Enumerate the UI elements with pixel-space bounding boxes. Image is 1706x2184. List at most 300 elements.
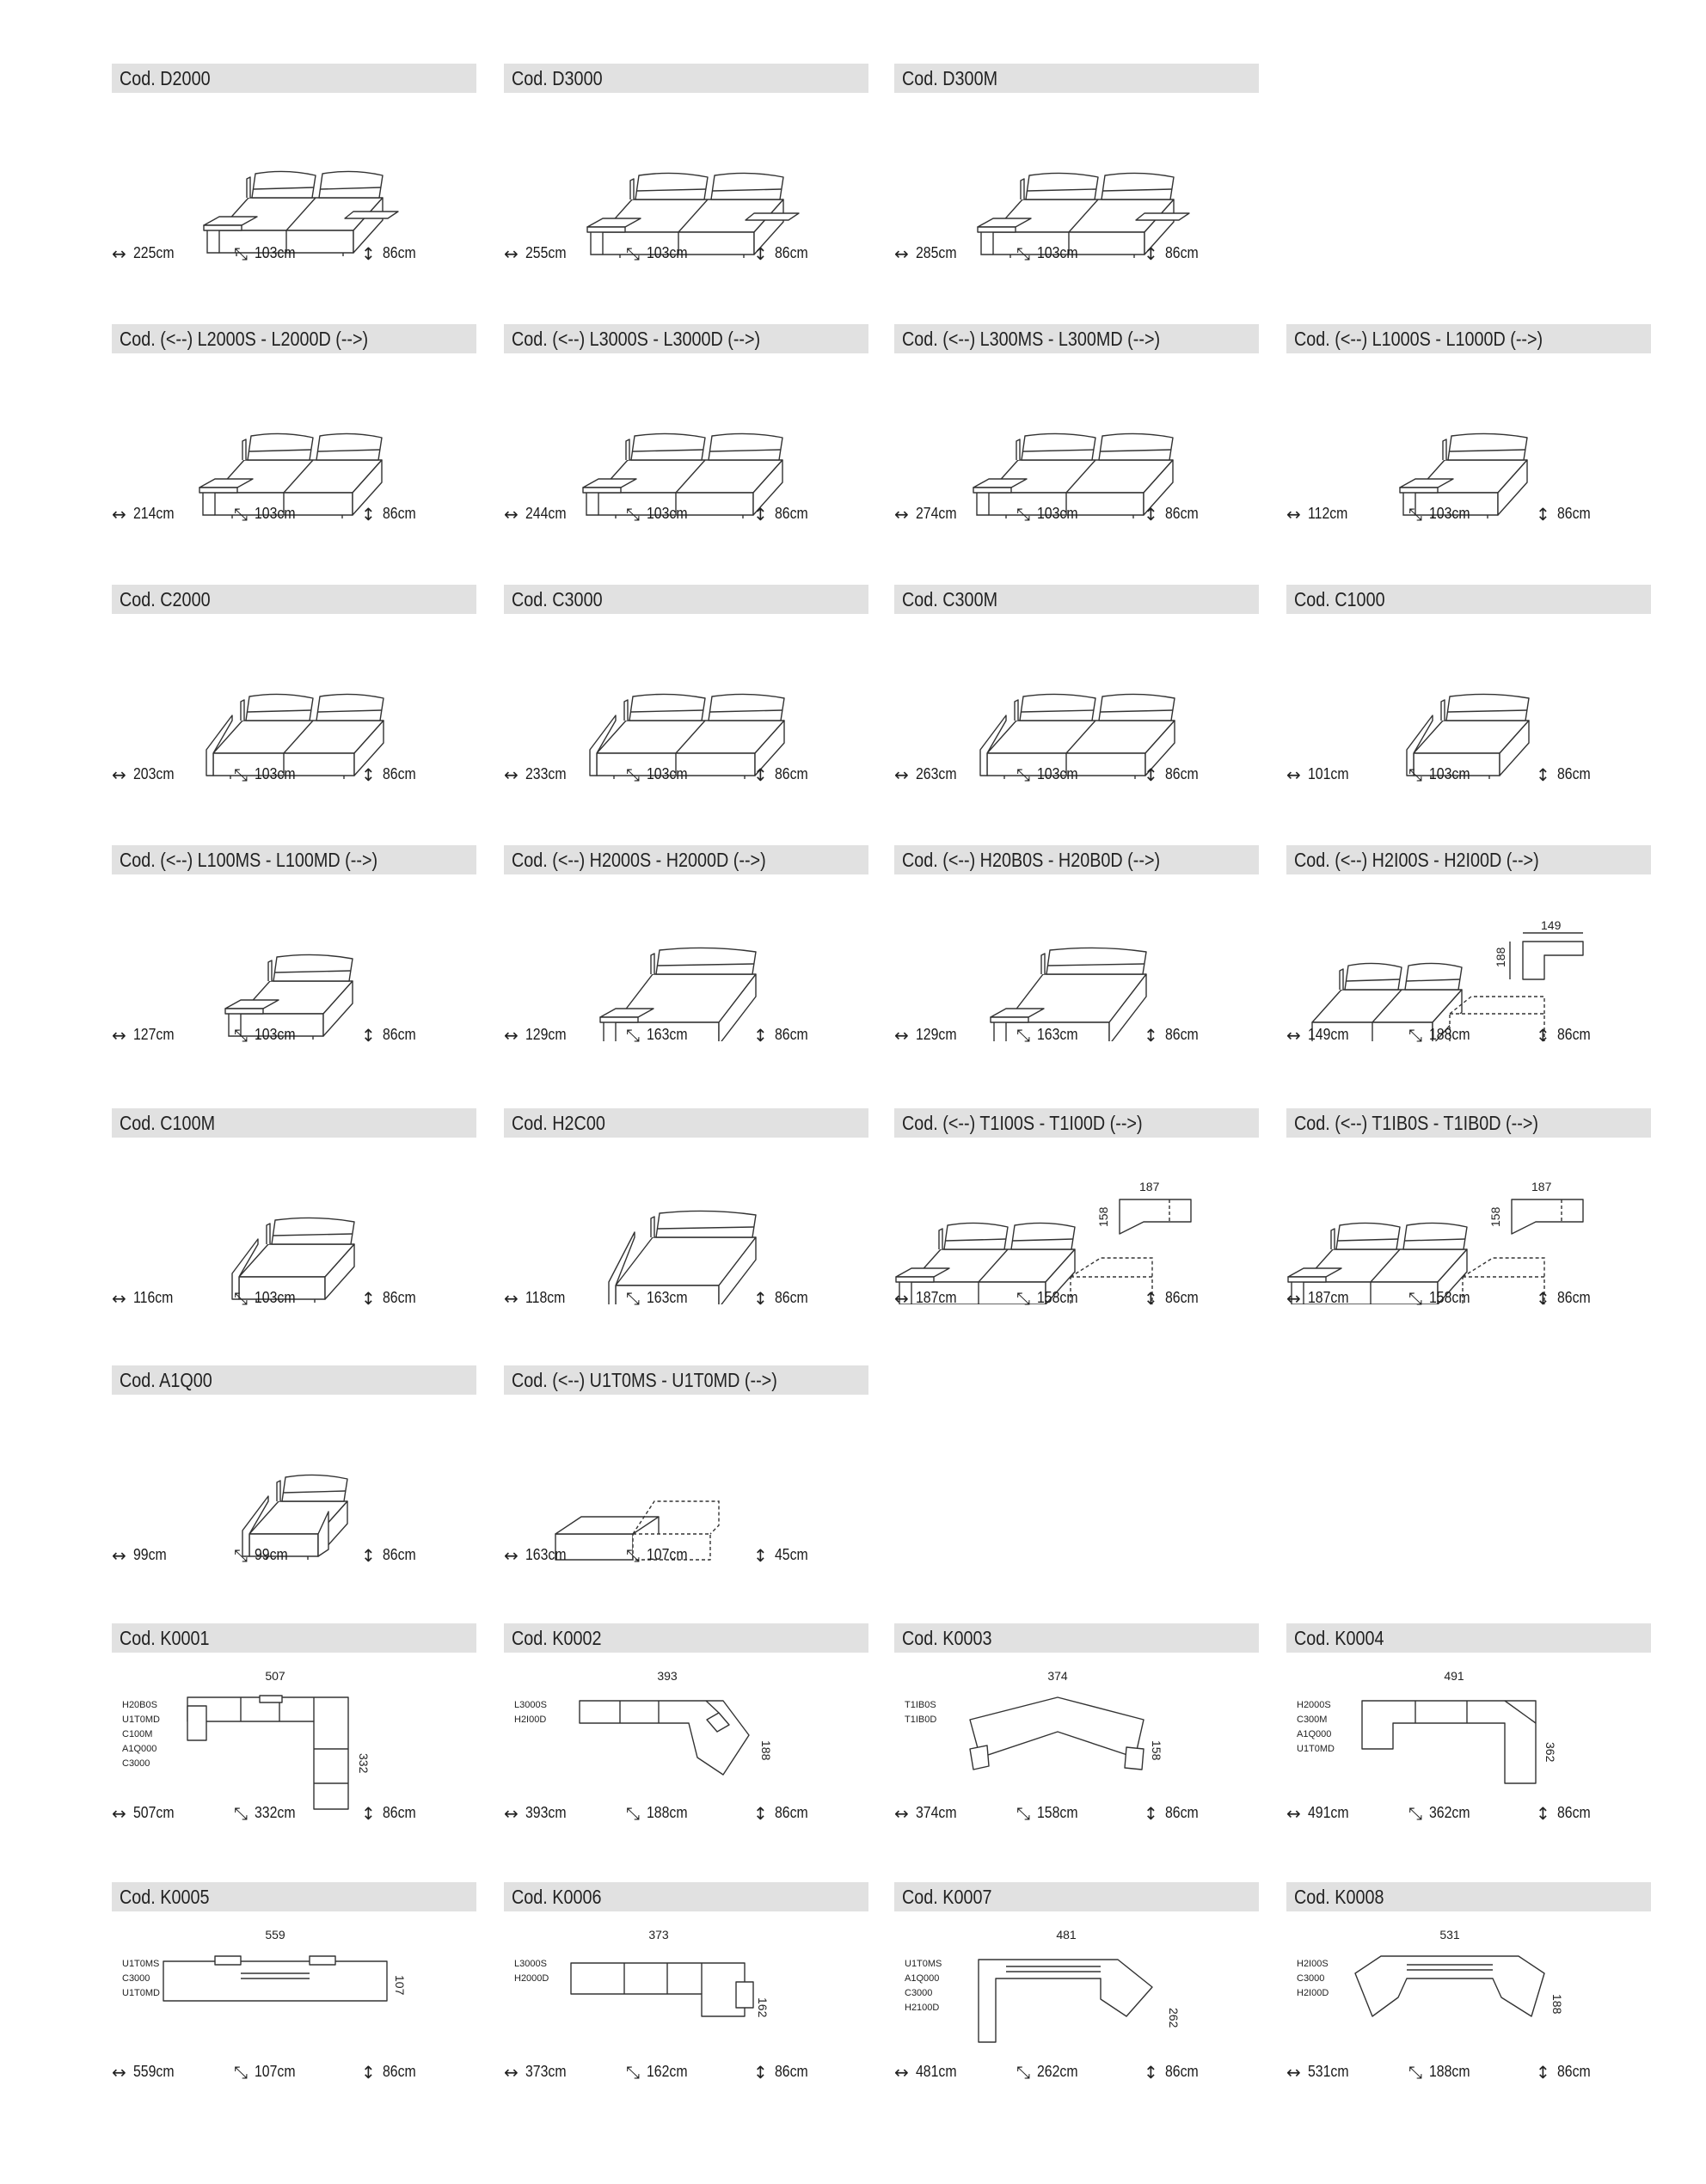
product-card[interactable]	[504, 64, 868, 304]
product-card[interactable]	[504, 1365, 868, 1606]
product-card[interactable]	[112, 585, 476, 825]
product-card[interactable]	[894, 585, 1259, 825]
depth-dim	[1016, 2063, 1083, 2081]
depth-dim-value: 103cm	[1037, 244, 1078, 261]
depth-dim	[234, 505, 301, 523]
width-dim	[1286, 1026, 1354, 1044]
depth-icon: ⤡	[626, 503, 640, 525]
product-code: Cod. C2000	[120, 588, 211, 610]
height-dim-value: 86cm	[774, 2063, 808, 2080]
depth-dim	[234, 765, 301, 783]
height-icon: ↕	[361, 1024, 376, 1046]
height-dim-value: 86cm	[1556, 2063, 1591, 2080]
product-card[interactable]	[112, 324, 476, 565]
depth-dim	[1016, 1289, 1083, 1307]
width-icon: ↔	[112, 2061, 126, 2083]
product-card[interactable]	[112, 845, 476, 1086]
depth-icon: ⤡	[1016, 1024, 1030, 1046]
height-icon: ↕	[1536, 2061, 1550, 2083]
height-dim-value: 86cm	[1164, 1289, 1199, 1306]
product-code-header	[894, 64, 1259, 93]
height-dim	[1144, 1804, 1203, 1822]
product-drawing	[112, 1663, 476, 1819]
product-card[interactable]	[894, 324, 1259, 565]
dimensions-row	[894, 244, 1259, 265]
height-icon: ↕	[361, 1544, 376, 1566]
product-code-header	[894, 1623, 1259, 1653]
product-drawing	[894, 1148, 1259, 1304]
depth-icon: ⤡	[1016, 242, 1030, 264]
width-icon: ↔	[112, 242, 126, 264]
product-code: Cod. (<--) T1IB0S - T1IB0D (-->)	[1294, 1112, 1538, 1134]
module-code-label: U1T0MS	[905, 1959, 942, 1969]
depth-dim-value: 103cm	[1429, 505, 1470, 522]
depth-dim	[234, 244, 301, 262]
product-code-header	[504, 324, 868, 353]
product-card[interactable]	[1286, 324, 1651, 565]
module-code-label: H2000D	[514, 1973, 549, 1984]
plan-width-label: 481	[1056, 1928, 1077, 1942]
height-icon: ↕	[1536, 503, 1550, 525]
product-code-header	[112, 324, 476, 353]
dimensions-row	[504, 2063, 868, 2083]
width-dim-value: 118cm	[525, 1289, 566, 1306]
width-icon: ↔	[112, 1287, 126, 1309]
height-dim-value: 86cm	[1164, 505, 1199, 522]
width-icon: ↔	[1286, 503, 1301, 525]
height-icon: ↕	[753, 1802, 768, 1824]
dimensions-row	[894, 1804, 1259, 1825]
width-icon: ↔	[112, 764, 126, 785]
product-card[interactable]	[894, 1882, 1259, 2123]
plan-depth-label: 262	[1167, 2008, 1181, 2028]
width-dim	[112, 1804, 180, 1822]
product-drawing	[894, 624, 1259, 785]
product-code: Cod. K0005	[120, 1886, 210, 1908]
width-icon: ↔	[894, 503, 909, 525]
depth-dim	[1408, 1804, 1476, 1822]
depth-dim	[626, 244, 693, 262]
product-drawing	[1286, 624, 1651, 785]
product-card[interactable]	[894, 64, 1259, 304]
depth-dim	[1016, 505, 1083, 523]
width-dim-value: 393cm	[525, 1804, 567, 1821]
height-dim-value: 86cm	[774, 765, 808, 782]
depth-dim	[234, 1546, 292, 1564]
product-card[interactable]	[504, 1882, 868, 2123]
width-dim-value: 559cm	[132, 2063, 175, 2080]
product-card[interactable]	[894, 1108, 1259, 1349]
dimensions-row	[112, 765, 476, 786]
height-icon: ↕	[1536, 1802, 1550, 1824]
height-dim	[753, 1289, 813, 1307]
product-card[interactable]	[112, 1623, 476, 1864]
width-dim-value: 163cm	[525, 1546, 567, 1563]
height-dim-value: 86cm	[1556, 505, 1591, 522]
height-dim-value: 86cm	[774, 1289, 808, 1306]
width-dim	[894, 2063, 962, 2081]
dimensions-row	[894, 505, 1259, 525]
dimensions-row	[1286, 505, 1651, 525]
dimensions-row	[504, 244, 868, 265]
depth-icon: ⤡	[234, 1802, 248, 1824]
depth-dim-value: 103cm	[1429, 765, 1470, 782]
depth-dim	[1408, 2063, 1476, 2081]
module-code-label: H20B0S	[122, 1700, 157, 1710]
width-dim	[1286, 1804, 1354, 1822]
width-icon: ↔	[894, 2061, 909, 2083]
depth-dim-value: 103cm	[255, 505, 296, 522]
product-code-header	[504, 585, 868, 614]
plan-width-label: 149	[1541, 918, 1562, 932]
height-icon: ↕	[753, 242, 768, 264]
width-dim-value: 244cm	[525, 505, 567, 522]
product-code-header	[504, 1365, 868, 1395]
product-code-header	[112, 1365, 476, 1395]
depth-icon: ⤡	[626, 242, 640, 264]
width-dim	[112, 1026, 180, 1044]
height-dim	[1536, 2063, 1595, 2081]
dimensions-row	[112, 244, 476, 265]
depth-dim-value: 188cm	[647, 1804, 688, 1821]
product-code: Cod. (<--) T1I00S - T1I00D (-->)	[902, 1112, 1143, 1134]
height-dim-value: 86cm	[382, 1546, 416, 1563]
width-dim	[894, 1804, 962, 1822]
width-dim-value: 225cm	[132, 244, 175, 261]
plan-width-label: 531	[1439, 1928, 1460, 1942]
module-code-label: C300M	[1297, 1715, 1328, 1725]
width-dim	[894, 505, 962, 523]
product-code-header	[1286, 1108, 1651, 1138]
height-dim-value: 86cm	[382, 2063, 416, 2080]
height-dim	[753, 505, 813, 523]
module-code-label: C3000	[122, 1758, 150, 1769]
height-dim-value: 86cm	[382, 244, 416, 261]
dimensions-row	[1286, 765, 1651, 786]
height-dim-value: 86cm	[774, 244, 808, 261]
width-dim	[504, 505, 572, 523]
depth-dim-value: 362cm	[1429, 1804, 1470, 1821]
dimensions-row	[504, 1546, 868, 1567]
depth-icon: ⤡	[626, 1024, 640, 1046]
width-dim	[1286, 765, 1354, 783]
width-icon: ↔	[1286, 2061, 1301, 2083]
depth-icon: ⤡	[1016, 1287, 1030, 1309]
width-icon: ↔	[112, 1024, 126, 1046]
product-card[interactable]	[894, 845, 1259, 1086]
width-dim	[112, 505, 180, 523]
depth-dim	[234, 1804, 301, 1822]
depth-dim	[626, 1804, 693, 1822]
depth-dim	[626, 505, 693, 523]
dimensions-row	[112, 1546, 476, 1567]
width-icon: ↔	[504, 2061, 519, 2083]
product-code-header	[112, 1108, 476, 1138]
height-dim	[361, 244, 420, 262]
product-code-header	[112, 845, 476, 874]
height-dim-value: 86cm	[1164, 2063, 1199, 2080]
dimensions-row	[504, 1026, 868, 1046]
height-icon: ↕	[361, 1802, 376, 1824]
height-icon: ↕	[753, 764, 768, 785]
width-dim-value: 374cm	[915, 1804, 957, 1821]
height-icon: ↕	[361, 1287, 376, 1309]
depth-icon: ⤡	[1408, 1287, 1422, 1309]
height-dim	[1536, 1026, 1595, 1044]
product-code: Cod. K0003	[902, 1627, 992, 1649]
plan-width-label: 187	[1531, 1180, 1552, 1193]
depth-dim	[1016, 1026, 1083, 1044]
height-dim-value: 86cm	[1556, 765, 1591, 782]
width-icon: ↔	[504, 1024, 519, 1046]
width-dim-value: 149cm	[1307, 1026, 1349, 1043]
product-code: Cod. (<--) H2I00S - H2I00D (-->)	[1294, 849, 1539, 871]
plan-depth-label: 162	[756, 1997, 770, 2018]
module-code-label: H2100D	[905, 2003, 940, 2013]
product-card[interactable]	[504, 324, 868, 565]
product-drawing	[112, 1405, 476, 1561]
dimensions-row	[894, 1026, 1259, 1046]
product-code-header	[1286, 845, 1651, 874]
product-drawing	[112, 1922, 476, 2078]
module-code-label: L3000S	[514, 1700, 547, 1710]
width-dim	[894, 1289, 962, 1307]
plan-width-label: 491	[1444, 1669, 1464, 1683]
depth-icon: ⤡	[1016, 1802, 1030, 1824]
module-code-label: H2I00D	[514, 1715, 547, 1725]
depth-icon: ⤡	[234, 1287, 248, 1309]
width-dim-value: 127cm	[132, 1026, 175, 1043]
product-code: Cod. (<--) H2000S - H2000D (-->)	[512, 849, 766, 871]
product-card[interactable]	[1286, 845, 1651, 1086]
height-dim	[1144, 1026, 1203, 1044]
product-code: Cod. (<--) L100MS - L100MD (-->)	[120, 849, 378, 871]
height-icon: ↕	[1144, 242, 1158, 264]
dimensions-row	[894, 2063, 1259, 2083]
module-code-label: A1Q000	[905, 1973, 940, 1984]
width-icon: ↔	[894, 242, 909, 264]
product-code-header	[504, 1108, 868, 1138]
product-code: Cod. K0007	[902, 1886, 992, 1908]
product-card[interactable]	[112, 1108, 476, 1349]
plan-depth-label: 188	[1550, 1994, 1564, 2015]
depth-dim	[234, 1026, 301, 1044]
module-code-label: U1T0MS	[122, 1959, 160, 1969]
depth-icon: ⤡	[1408, 503, 1422, 525]
product-drawing	[894, 1922, 1259, 2078]
width-icon: ↔	[1286, 1802, 1301, 1824]
depth-dim	[1408, 1289, 1476, 1307]
height-dim	[361, 2063, 420, 2081]
product-code-header	[112, 585, 476, 614]
product-drawing	[504, 103, 868, 264]
plan-width-label: 559	[265, 1928, 285, 1942]
product-card[interactable]	[1286, 585, 1651, 825]
height-dim	[361, 765, 420, 783]
dimensions-row	[112, 1804, 476, 1825]
product-code: Cod. K0004	[1294, 1627, 1384, 1649]
product-drawing	[112, 885, 476, 1041]
depth-dim-value: 99cm	[255, 1546, 288, 1563]
width-icon: ↔	[1286, 764, 1301, 785]
width-dim-value: 531cm	[1307, 2063, 1349, 2080]
product-card[interactable]	[112, 1882, 476, 2123]
module-code-label: C3000	[122, 1973, 150, 1984]
product-drawing	[112, 103, 476, 264]
product-code-header	[1286, 585, 1651, 614]
product-card[interactable]	[112, 64, 476, 304]
product-code: Cod. C100M	[120, 1112, 216, 1134]
depth-icon: ⤡	[234, 1024, 248, 1046]
depth-dim	[234, 1289, 301, 1307]
product-drawing	[894, 885, 1259, 1041]
product-card[interactable]	[1286, 1108, 1651, 1349]
product-card[interactable]	[504, 845, 868, 1086]
product-drawing	[112, 624, 476, 785]
dimensions-row	[504, 505, 868, 525]
height-dim	[1144, 1289, 1203, 1307]
product-code-header	[504, 1623, 868, 1653]
depth-dim	[234, 2063, 301, 2081]
depth-dim-value: 162cm	[647, 2063, 688, 2080]
depth-dim	[626, 2063, 693, 2081]
width-icon: ↔	[504, 242, 519, 264]
depth-icon: ⤡	[234, 1544, 248, 1566]
product-code-header	[1286, 324, 1651, 353]
product-drawing	[504, 1922, 868, 2078]
module-code-label: U1T0MD	[122, 1715, 161, 1725]
height-dim	[1144, 765, 1203, 783]
height-dim-value: 86cm	[1556, 1026, 1591, 1043]
depth-icon: ⤡	[626, 2061, 640, 2083]
product-code-header	[894, 845, 1259, 874]
depth-dim	[1016, 765, 1083, 783]
height-icon: ↕	[1144, 1802, 1158, 1824]
module-code-label: T1IB0S	[905, 1700, 936, 1710]
depth-dim-value: 188cm	[1429, 2063, 1470, 2080]
depth-dim-value: 262cm	[1037, 2063, 1078, 2080]
height-dim	[753, 1026, 813, 1044]
height-dim	[753, 244, 813, 262]
dimensions-row	[504, 765, 868, 786]
dimensions-row	[894, 1289, 1259, 1310]
product-drawing	[894, 364, 1259, 520]
plan-depth-label: 107	[393, 1975, 407, 1996]
product-card[interactable]	[1286, 1882, 1651, 2123]
product-drawing	[504, 1663, 868, 1819]
height-icon: ↕	[753, 1024, 768, 1046]
plan-depth-label: 158	[1096, 1206, 1110, 1227]
depth-icon: ⤡	[1016, 764, 1030, 785]
depth-dim	[626, 1289, 693, 1307]
product-code: Cod. D300M	[902, 67, 998, 89]
depth-icon: ⤡	[626, 1287, 640, 1309]
product-card[interactable]	[504, 1623, 868, 1864]
module-code-label: U1T0MD	[1297, 1744, 1335, 1754]
width-icon: ↔	[112, 503, 126, 525]
width-dim	[112, 2063, 180, 2081]
height-dim-value: 86cm	[774, 505, 808, 522]
width-dim	[1286, 2063, 1354, 2081]
width-dim-value: 99cm	[132, 1546, 167, 1563]
depth-dim-value: 163cm	[1037, 1026, 1078, 1043]
height-dim	[361, 1289, 420, 1307]
product-code-header	[112, 1623, 476, 1653]
depth-dim-value: 158cm	[1037, 1804, 1078, 1821]
width-icon: ↔	[894, 1287, 909, 1309]
module-code-label: C3000	[905, 1988, 933, 1998]
product-code-header	[894, 324, 1259, 353]
depth-icon: ⤡	[1408, 764, 1422, 785]
module-code-label: L3000S	[514, 1959, 547, 1969]
depth-icon: ⤡	[1408, 1024, 1422, 1046]
height-dim-value: 86cm	[382, 1289, 416, 1306]
product-drawing	[1286, 1663, 1651, 1819]
product-card[interactable]	[894, 1623, 1259, 1864]
depth-icon: ⤡	[1408, 2061, 1422, 2083]
height-icon: ↕	[361, 764, 376, 785]
width-dim-value: 263cm	[915, 765, 957, 782]
height-dim-value: 86cm	[1164, 765, 1199, 782]
height-dim-value: 86cm	[774, 1026, 808, 1043]
product-card[interactable]	[504, 1108, 868, 1349]
product-drawing	[894, 1663, 1259, 1819]
plan-depth-label: 188	[759, 1740, 773, 1761]
depth-dim-value: 103cm	[647, 244, 688, 261]
product-drawing	[504, 1405, 868, 1561]
height-dim-value: 86cm	[1164, 1026, 1199, 1043]
product-card[interactable]	[112, 1365, 476, 1606]
height-icon: ↕	[1144, 1024, 1158, 1046]
width-dim-value: 116cm	[132, 1289, 174, 1306]
height-dim	[753, 765, 813, 783]
width-icon: ↔	[112, 1544, 126, 1566]
height-dim	[361, 505, 420, 523]
width-dim	[504, 1546, 572, 1564]
product-code-header	[504, 1882, 868, 1911]
depth-dim-value: 103cm	[647, 505, 688, 522]
depth-dim-value: 103cm	[255, 765, 296, 782]
product-code: Cod. K0006	[512, 1886, 602, 1908]
module-code-label: A1Q000	[1297, 1729, 1332, 1739]
width-dim	[504, 1804, 572, 1822]
height-icon: ↕	[361, 242, 376, 264]
dimensions-row	[112, 505, 476, 525]
width-dim	[504, 2063, 572, 2081]
height-icon: ↕	[361, 503, 376, 525]
depth-icon: ⤡	[1016, 2061, 1030, 2083]
product-code: Cod. C1000	[1294, 588, 1385, 610]
product-code-header	[1286, 1882, 1651, 1911]
height-dim	[1144, 244, 1203, 262]
product-code: Cod. (<--) L1000S - L1000D (-->)	[1294, 328, 1543, 350]
plan-depth-label: 158	[1150, 1740, 1163, 1761]
depth-icon: ⤡	[1408, 1802, 1422, 1824]
width-dim-value: 214cm	[132, 505, 175, 522]
depth-dim	[1016, 244, 1083, 262]
product-card[interactable]	[504, 585, 868, 825]
product-drawing	[1286, 364, 1651, 520]
depth-icon: ⤡	[626, 1544, 640, 1566]
height-dim	[361, 1026, 420, 1044]
width-dim	[504, 244, 572, 262]
product-code: Cod. (<--) H20B0S - H20B0D (-->)	[902, 849, 1161, 871]
product-card[interactable]	[1286, 1623, 1651, 1864]
product-code: Cod. H2C00	[512, 1112, 605, 1134]
width-icon: ↔	[112, 1802, 126, 1824]
height-dim-value: 86cm	[1556, 1804, 1591, 1821]
height-dim	[753, 1546, 813, 1564]
